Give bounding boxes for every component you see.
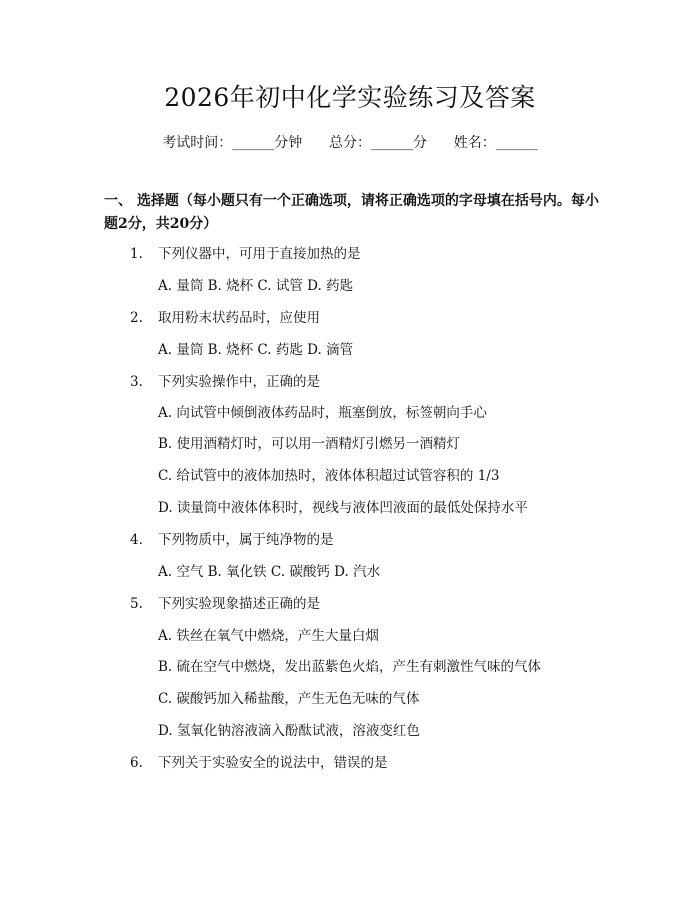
option-line: D. 读量筒中液体体积时，视线与液体凹液面的最低处保持水平 xyxy=(158,500,528,516)
question-text: 下列实验现象描述正确的是 xyxy=(158,596,320,612)
question-number: 3. xyxy=(130,374,143,390)
option-line: A. 向试管中倾倒液体药品时，瓶塞倒放，标签朝向手心 xyxy=(158,405,487,421)
option-line: A. 量筒 B. 烧杯 C. 试管 D. 药匙 xyxy=(158,278,354,294)
question-number: 2. xyxy=(130,310,143,326)
question-number: 1. xyxy=(130,246,143,262)
option-line: D. 氢氧化钠溶液滴入酚酞试液，溶液变红色 xyxy=(158,723,420,739)
option-line: A. 量筒 B. 烧杯 C. 药匙 D. 滴管 xyxy=(158,342,354,358)
question-text: 下列仪器中，可用于直接加热的是 xyxy=(158,246,361,262)
option-line: A. 空气 B. 氧化铁 C. 碳酸钙 D. 汽水 xyxy=(158,564,381,580)
exam-info-line: 考试时间：______分钟 总分：______分 姓名：______ xyxy=(162,135,538,151)
question-number: 6. xyxy=(130,755,143,771)
question-text: 下列关于实验安全的说法中，错误的是 xyxy=(158,755,388,771)
option-line: C. 给试管中的液体加热时，液体体积超过试管容积的 1/3 xyxy=(158,468,500,484)
question-text: 下列物质中，属于纯净物的是 xyxy=(158,532,334,548)
question-number: 4. xyxy=(130,532,143,548)
page-title: 2026年初中化学实验练习及答案 xyxy=(164,83,536,112)
option-line: B. 使用酒精灯时，可以用一酒精灯引燃另一酒精灯 xyxy=(158,436,461,452)
section-heading: 一、 选择题（每小题只有一个正确选项，请将正确选项的字母填在括号内。每小题2分，共20分） xyxy=(104,193,599,232)
option-line: A. 铁丝在氧气中燃烧，产生大量白烟 xyxy=(158,628,379,644)
question-text: 下列实验操作中，正确的是 xyxy=(158,374,320,390)
question-number: 5. xyxy=(130,596,143,612)
question-text: 取用粉末状药品时，应使用 xyxy=(158,310,320,326)
option-line: B. 硫在空气中燃烧，发出蓝紫色火焰，产生有刺激性气味的气体 xyxy=(158,659,542,675)
option-line: C. 碳酸钙加入稀盐酸，产生无色无味的气体 xyxy=(158,691,420,707)
